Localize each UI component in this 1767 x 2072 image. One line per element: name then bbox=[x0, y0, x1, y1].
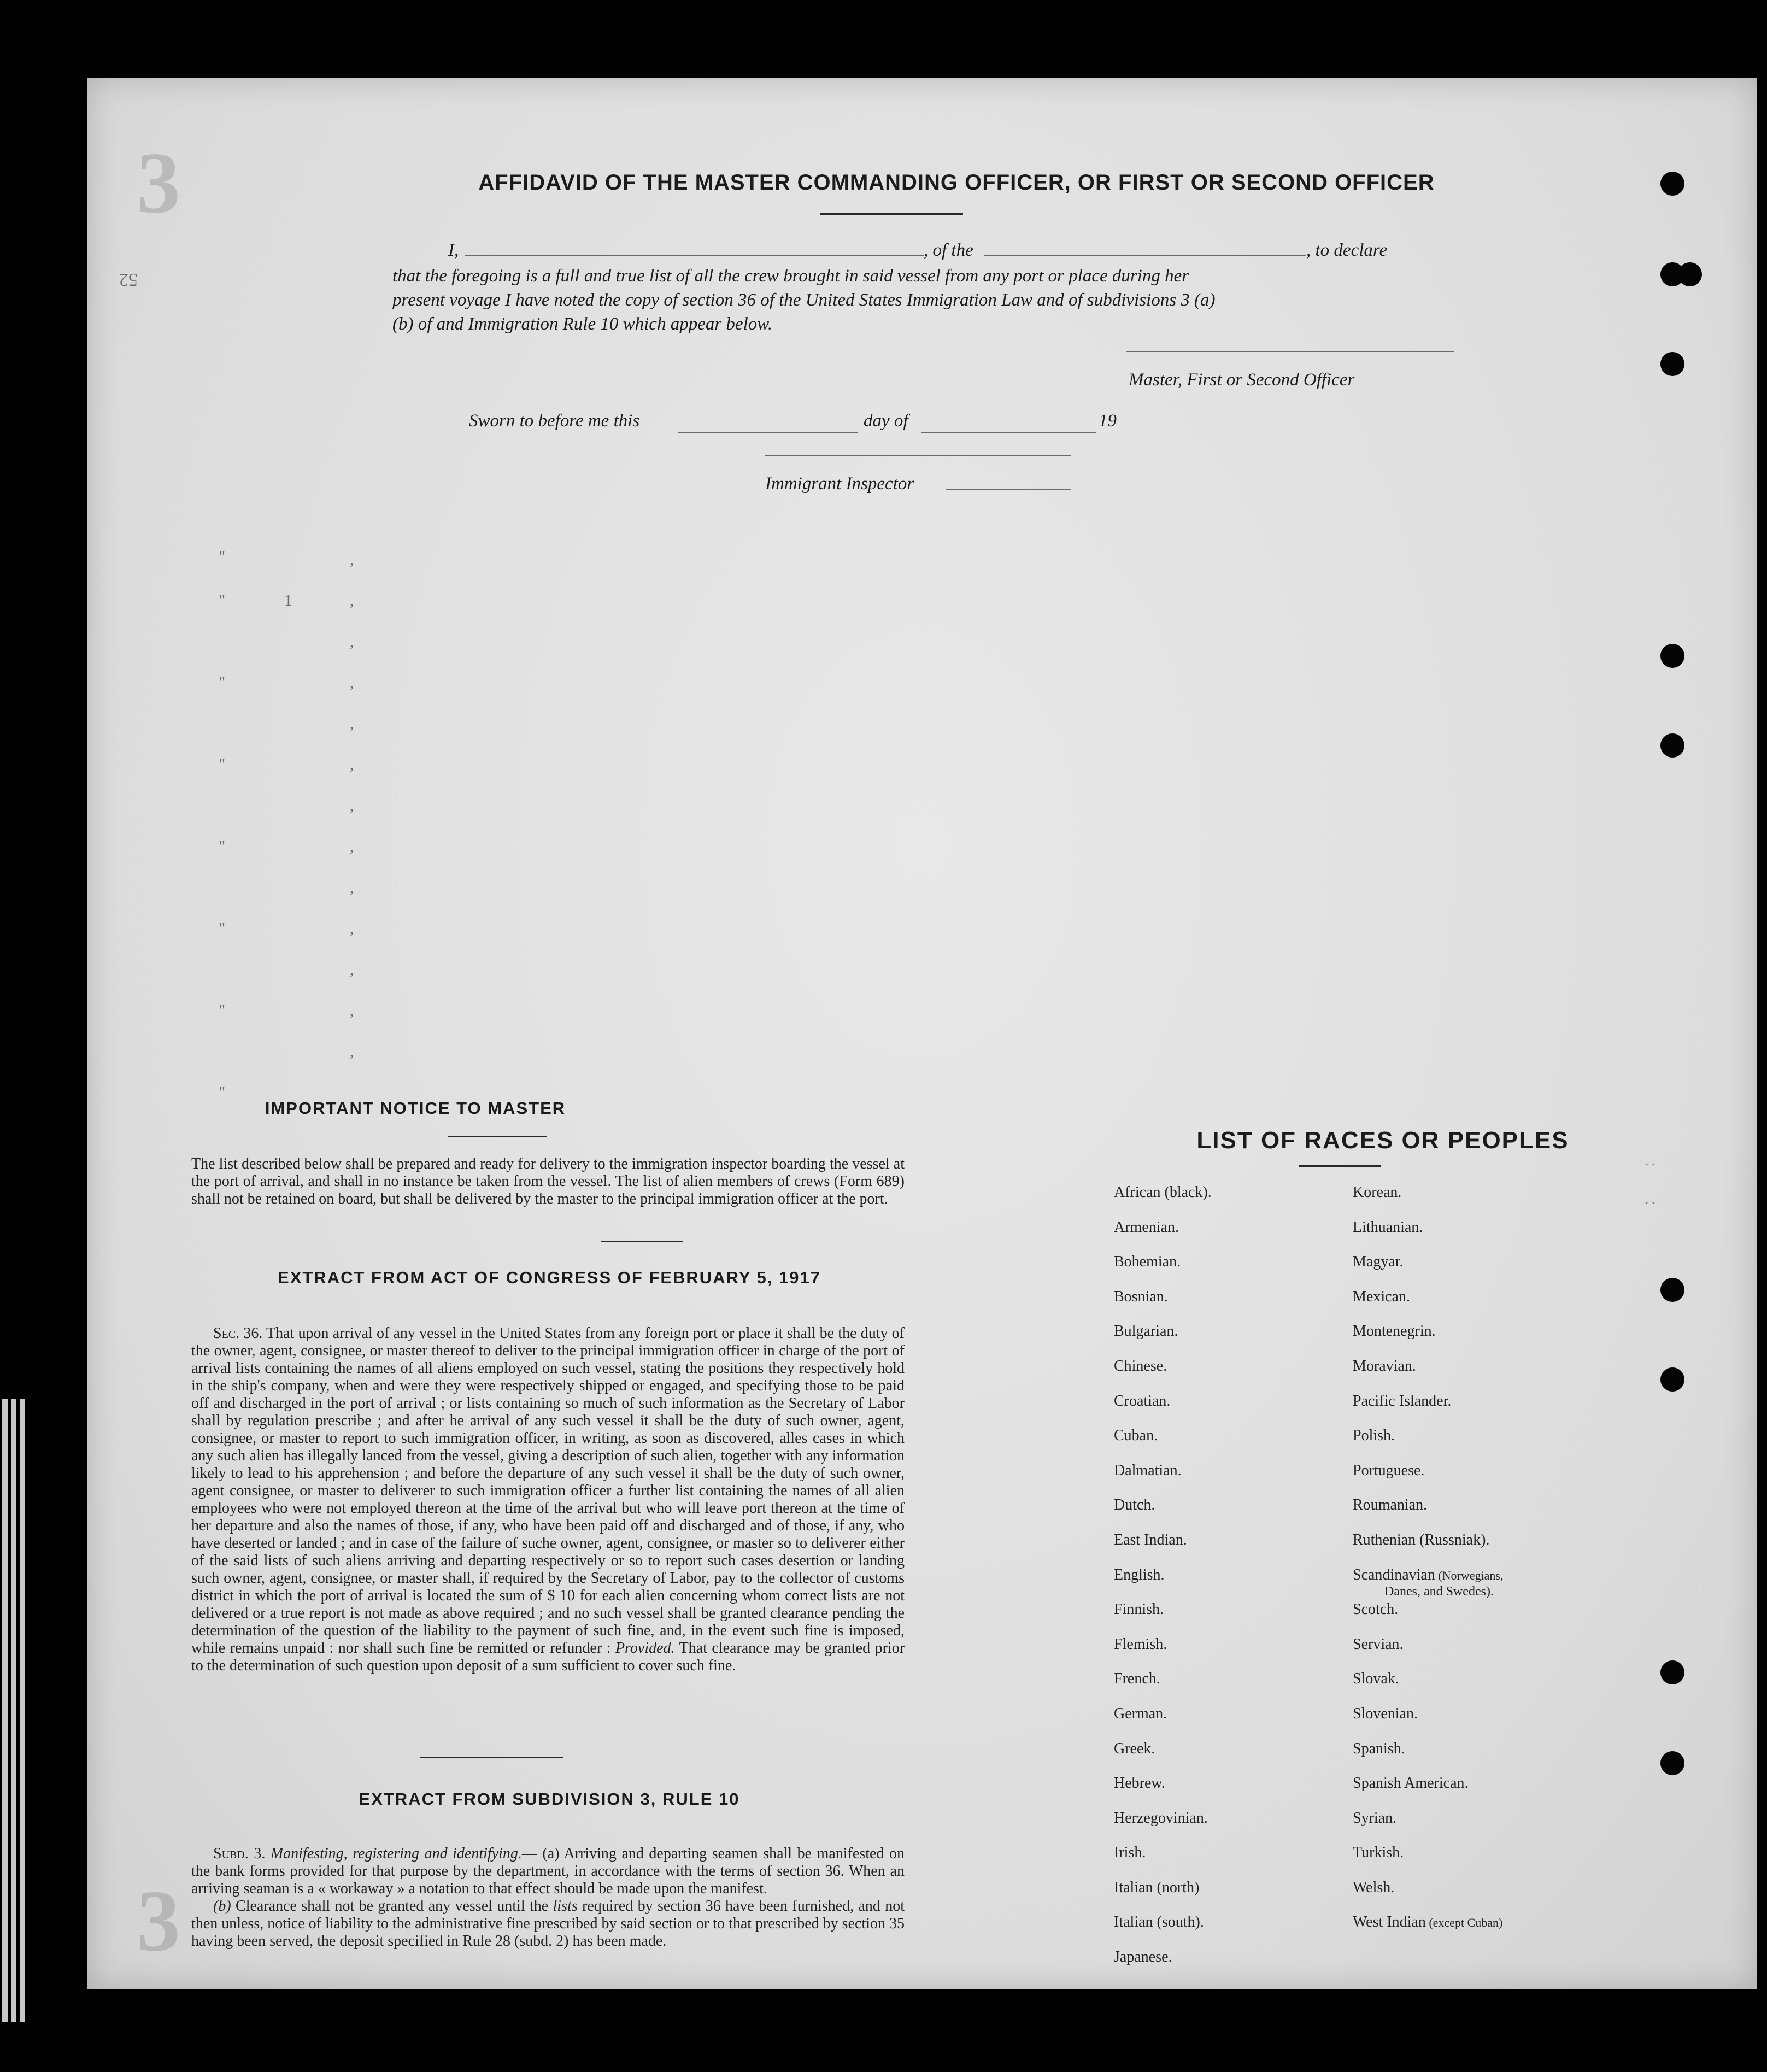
race-item bbox=[1114, 1911, 1212, 1946]
page-edge bbox=[20, 1399, 25, 2022]
inspector-blank[interactable] bbox=[946, 489, 1071, 490]
bleed-through-mark: 3 bbox=[137, 1872, 180, 1969]
comma-mark: , bbox=[350, 878, 354, 896]
race-item bbox=[1353, 1842, 1503, 1877]
race-name: Italian (south). bbox=[1114, 1913, 1204, 1931]
affidavit-title: AFFIDAVID OF THE MASTER COMMANDING OFFICER, OR FIRST OR SECOND OFFICER bbox=[478, 171, 1435, 195]
affidavit-line-3: present voyage I have noted the copy of section 36 of the United States Immigration Law and of subdivisions 3 (a) bbox=[392, 290, 1216, 310]
race-note: (except Cuban) bbox=[1425, 1916, 1503, 1930]
sworn-label: Sworn to before me this bbox=[469, 411, 640, 431]
rule-text bbox=[191, 1845, 905, 1950]
race-item bbox=[1353, 1772, 1503, 1807]
ditto-mark: " bbox=[219, 837, 226, 855]
race-item bbox=[1114, 1217, 1212, 1252]
ditto-mark: " bbox=[219, 591, 226, 609]
race-name: Pacific Islander. bbox=[1353, 1392, 1452, 1410]
race-name: Spanish. bbox=[1353, 1740, 1405, 1757]
race-item bbox=[1353, 1182, 1503, 1217]
race-item bbox=[1353, 1877, 1503, 1912]
race-item bbox=[1114, 1807, 1212, 1842]
race-name: French. bbox=[1114, 1670, 1160, 1688]
race-item bbox=[1114, 1390, 1212, 1425]
comma-mark: , bbox=[350, 550, 354, 568]
race-name: Montenegrin. bbox=[1353, 1323, 1436, 1340]
race-name: African (black). bbox=[1114, 1184, 1212, 1201]
inspector-signature-blank[interactable] bbox=[765, 455, 1071, 456]
races-right-column bbox=[1353, 1182, 1503, 1946]
race-item bbox=[1353, 1564, 1503, 1599]
races-rule bbox=[1299, 1165, 1381, 1167]
race-name: Slovak. bbox=[1353, 1670, 1399, 1688]
race-name: Scandinavian bbox=[1353, 1566, 1435, 1583]
race-item bbox=[1353, 1286, 1503, 1321]
race-name: Syrian. bbox=[1353, 1809, 1397, 1827]
race-item bbox=[1353, 1599, 1503, 1634]
race-name: Hebrew. bbox=[1114, 1775, 1165, 1792]
comma-mark: , bbox=[350, 796, 354, 814]
notice-text: The list described below shall be prepared and ready for delivery to the immigration inspector boarding the vessel at the port of arrival, and shall in no instance be taken from the vessel. The list of alien members of crews (Form 689) shall not be retained on board, but shall be delivered by the master to the principal immigration officer at the port. bbox=[191, 1155, 905, 1207]
punch-hole bbox=[1660, 1660, 1684, 1684]
ditto-mark: " bbox=[219, 919, 226, 937]
race-item bbox=[1114, 1529, 1212, 1564]
race-item bbox=[1114, 1668, 1212, 1703]
race-item bbox=[1114, 1425, 1212, 1460]
bleed-through-mark: 3 bbox=[137, 134, 180, 231]
race-name: Cuban. bbox=[1114, 1427, 1158, 1445]
race-item bbox=[1353, 1251, 1503, 1286]
punch-hole bbox=[1660, 1278, 1684, 1302]
race-note: Danes, and Swedes). bbox=[1384, 1584, 1494, 1599]
form-page bbox=[87, 78, 1757, 1989]
ditto-mark: " bbox=[219, 755, 226, 773]
ditto-mark: " bbox=[219, 548, 226, 566]
race-item bbox=[1114, 1564, 1212, 1599]
punch-hole bbox=[1678, 262, 1702, 286]
rule-b-label: (b) bbox=[213, 1898, 231, 1915]
race-item bbox=[1114, 1320, 1212, 1355]
rule-title: EXTRACT FROM SUBDIVISION 3, RULE 10 bbox=[359, 1789, 740, 1809]
rule-lists-word: lists bbox=[553, 1898, 578, 1915]
affidavit-line-2: that the foregoing is a full and true list of all the crew brought in said vessel from any port or place during her bbox=[392, 266, 1189, 286]
race-name: English. bbox=[1114, 1566, 1165, 1583]
race-name: Flemish. bbox=[1114, 1635, 1167, 1653]
comma-mark: , bbox=[350, 632, 354, 650]
race-name: Polish. bbox=[1353, 1427, 1395, 1445]
race-name: Roumanian. bbox=[1353, 1496, 1428, 1514]
race-name: Servian. bbox=[1353, 1635, 1404, 1653]
affidavit-of-the: , of the bbox=[924, 240, 973, 260]
comma-mark: , bbox=[350, 755, 354, 773]
race-item bbox=[1114, 1251, 1212, 1286]
day-of-label: day of bbox=[864, 411, 908, 431]
act-text-main: That upon arrival of any vessel in the United States from any foreign port or place it shall be the duty of the owner, agent, consignee, or master thereof to deliver to the principal immigration officer in charge of the port of arrival lists containing the names of all aliens employed on such vessel, stating the positions they respectively hold in the ship's company, when and were they were respectively shipped or engaged, and specifying those to be paid off and discharged in the port of arrival ; or lists containing so much of such information as the Secretary of Labor shall by regulation prescribe ; and after he arrival of any such vessel it shall be the duty of such owner, agent, consignee, or master to report to such immigration officer, in writing, as soon as discovered, alles cases in which any such alien has illegally lanced from the vessel, giving a description of such alien, together with any information likely to lead to his apprehension ; and before the departure of any such vessel it shall be the duty of such owner, agent consignee, or master to deliverer to such immigration officer a further list containing the names of all alien employees who were not employed thereon at the time of the arrival but who will leave port thereon at the time of her departure and also the names of those, if any, who have been paid off and discharged and of those, if any, who have deserted or landed ; and in case of the failure of suche owner, agent, consignee, or master so to deliverer either of the said lists of such aliens arriving and departing respectively or so to report such cases desertion or landing such owner, agent, consignee, or master shall, if required by the Secretary of Labor, pay to the collector of customs district in which the port of arrival is located the sum of $ 10 for each alien concerning whom correct lists are not delivered or a true report is not made as above required ; and no such vessel shall be granted clearance pending the determination of the question of the liability to the payment of such fine, and, in the event such fine is imposed, while remains unpaid : nor shall such fine be remitted or refunder : bbox=[191, 1325, 905, 1657]
act-title: EXTRACT FROM ACT OF CONGRESS OF FEBRUARY 5, 1917 bbox=[278, 1268, 821, 1287]
race-item bbox=[1353, 1217, 1503, 1252]
rule-text-b1: Clearance shall not be granted any vessel until the bbox=[236, 1898, 549, 1915]
comma-mark: , bbox=[350, 714, 354, 732]
comma-mark: , bbox=[350, 1001, 354, 1019]
race-name: Slovenian. bbox=[1353, 1705, 1418, 1722]
races-left-column bbox=[1114, 1182, 1212, 1981]
race-name: Armenian. bbox=[1114, 1218, 1179, 1236]
affidavit-i-label: I, bbox=[448, 240, 459, 260]
race-name: Magyar. bbox=[1353, 1253, 1404, 1271]
race-name: Greek. bbox=[1114, 1740, 1155, 1757]
punch-hole bbox=[1660, 352, 1684, 376]
ditto-mark: 1 bbox=[284, 591, 292, 609]
dots-mark: . . bbox=[1645, 1154, 1655, 1169]
race-name: Spanish American. bbox=[1353, 1775, 1469, 1792]
ditto-mark: " bbox=[219, 1001, 226, 1019]
race-name: Turkish. bbox=[1353, 1844, 1404, 1862]
race-name: Dutch. bbox=[1114, 1496, 1155, 1514]
act-end-rule bbox=[420, 1757, 563, 1758]
race-item bbox=[1114, 1738, 1212, 1773]
race-name: German. bbox=[1114, 1705, 1167, 1722]
race-name: Scotch. bbox=[1353, 1601, 1399, 1618]
comma-mark: , bbox=[350, 960, 354, 978]
race-item bbox=[1114, 1703, 1212, 1738]
race-item bbox=[1114, 1634, 1212, 1669]
punch-hole bbox=[1660, 733, 1684, 758]
comma-mark: , bbox=[350, 837, 354, 855]
notice-title: IMPORTANT NOTICE TO MASTER bbox=[265, 1099, 566, 1118]
race-name: Lithuanian. bbox=[1353, 1218, 1423, 1236]
races-title: LIST OF RACES OR PEOPLES bbox=[1196, 1127, 1569, 1154]
race-name: Chinese. bbox=[1114, 1357, 1167, 1375]
rule-subd-label: Subd. 3. bbox=[213, 1845, 266, 1862]
race-item bbox=[1353, 1390, 1503, 1425]
race-item bbox=[1114, 1182, 1212, 1217]
race-item bbox=[1114, 1772, 1212, 1807]
race-item bbox=[1353, 1494, 1503, 1529]
comma-mark: , bbox=[350, 591, 354, 609]
race-name: Korean. bbox=[1353, 1184, 1402, 1201]
dots-mark: . . bbox=[1645, 1193, 1655, 1207]
notice-rule bbox=[448, 1136, 547, 1137]
race-item bbox=[1114, 1286, 1212, 1321]
inspector-label: Immigrant Inspector bbox=[765, 474, 914, 494]
ditto-mark: " bbox=[219, 673, 226, 691]
race-item bbox=[1114, 1494, 1212, 1529]
sworn-day-blank[interactable] bbox=[678, 432, 858, 433]
rule-heading: Manifesting, registering and identifying. bbox=[270, 1845, 522, 1862]
punch-hole bbox=[1660, 1751, 1684, 1775]
ditto-mark: " bbox=[219, 1083, 226, 1101]
act-text bbox=[191, 1325, 905, 1675]
race-item bbox=[1353, 1460, 1503, 1495]
year-label: 19 bbox=[1099, 411, 1117, 431]
vessel-blank[interactable] bbox=[984, 255, 1306, 256]
name-blank[interactable] bbox=[465, 255, 924, 256]
race-name: Herzegovinian. bbox=[1114, 1809, 1208, 1827]
punch-hole bbox=[1660, 172, 1684, 196]
race-name: Ruthenian (Russniak). bbox=[1353, 1531, 1490, 1548]
race-note: (Norwegians, bbox=[1435, 1568, 1504, 1582]
comma-mark: , bbox=[350, 673, 354, 691]
race-name: Bosnian. bbox=[1114, 1288, 1168, 1305]
race-name: Welsh. bbox=[1353, 1879, 1395, 1896]
race-name: Portuguese. bbox=[1353, 1461, 1425, 1479]
race-item bbox=[1353, 1911, 1503, 1946]
race-name: Mexican. bbox=[1353, 1288, 1410, 1305]
title-rule bbox=[820, 213, 963, 215]
race-name: Italian (north) bbox=[1114, 1879, 1200, 1896]
race-item bbox=[1114, 1877, 1212, 1912]
act-text-end: That clearance may be granted prior to the determination of such question upon deposit of a sum sufficient to cover such fine. bbox=[191, 1640, 905, 1674]
sworn-month-blank[interactable] bbox=[921, 432, 1096, 433]
race-item bbox=[1353, 1634, 1503, 1669]
race-item bbox=[1353, 1668, 1503, 1703]
race-item bbox=[1353, 1529, 1503, 1564]
race-name: East Indian. bbox=[1114, 1531, 1187, 1548]
race-item bbox=[1114, 1842, 1212, 1877]
race-item bbox=[1353, 1425, 1503, 1460]
race-item bbox=[1114, 1599, 1212, 1634]
rule-text-a: — (a) Arriving and departing seamen shall be manifested on the bank forms provided for that purpose by the department, in accordance with the terms of section 36. When an arriving seaman is a « workaway » a notation to that effect should be made upon the manifest. bbox=[191, 1845, 905, 1897]
race-name: Bulgarian. bbox=[1114, 1323, 1178, 1340]
race-name: Dalmatian. bbox=[1114, 1461, 1182, 1479]
notice-end-rule bbox=[601, 1241, 683, 1242]
officer-label: Master, First or Second Officer bbox=[1129, 370, 1355, 390]
rule-text-b2: required by section 36 have been furnished, and not then unless, notice of liability to the administrative fine prescribed by said section or to that prescribed by section 35 having been served, the deposit specified in Rule 28 (subd. 2) has been made. bbox=[191, 1898, 905, 1950]
race-name: Moravian. bbox=[1353, 1357, 1416, 1375]
race-name: Japanese. bbox=[1114, 1948, 1172, 1966]
signature-blank[interactable] bbox=[1126, 351, 1454, 352]
race-item bbox=[1114, 1946, 1212, 1981]
race-item bbox=[1114, 1460, 1212, 1495]
comma-mark: , bbox=[350, 919, 354, 937]
affidavit-line-4: (b) of and Immigration Rule 10 which appear below. bbox=[392, 314, 773, 334]
act-provided: Provided. bbox=[615, 1640, 675, 1657]
race-item bbox=[1353, 1738, 1503, 1773]
race-name: West Indian bbox=[1353, 1913, 1426, 1931]
race-item bbox=[1114, 1355, 1212, 1390]
punch-hole bbox=[1660, 644, 1684, 668]
race-item bbox=[1353, 1355, 1503, 1390]
race-name: Croatian. bbox=[1114, 1392, 1171, 1410]
race-name: Bohemian. bbox=[1114, 1253, 1181, 1271]
page-edge bbox=[11, 1399, 16, 2022]
punch-hole bbox=[1660, 1367, 1684, 1392]
affidavit-to-declare: , to declare bbox=[1306, 240, 1388, 260]
race-item bbox=[1353, 1807, 1503, 1842]
race-name: Irish. bbox=[1114, 1844, 1146, 1862]
race-name: Finnish. bbox=[1114, 1601, 1164, 1618]
comma-mark: , bbox=[350, 1042, 354, 1060]
race-item bbox=[1353, 1320, 1503, 1355]
act-section-label: Sec. 36. bbox=[213, 1325, 263, 1342]
side-number: 52 bbox=[119, 269, 138, 290]
race-item bbox=[1353, 1703, 1503, 1738]
page-edge bbox=[2, 1399, 8, 2022]
